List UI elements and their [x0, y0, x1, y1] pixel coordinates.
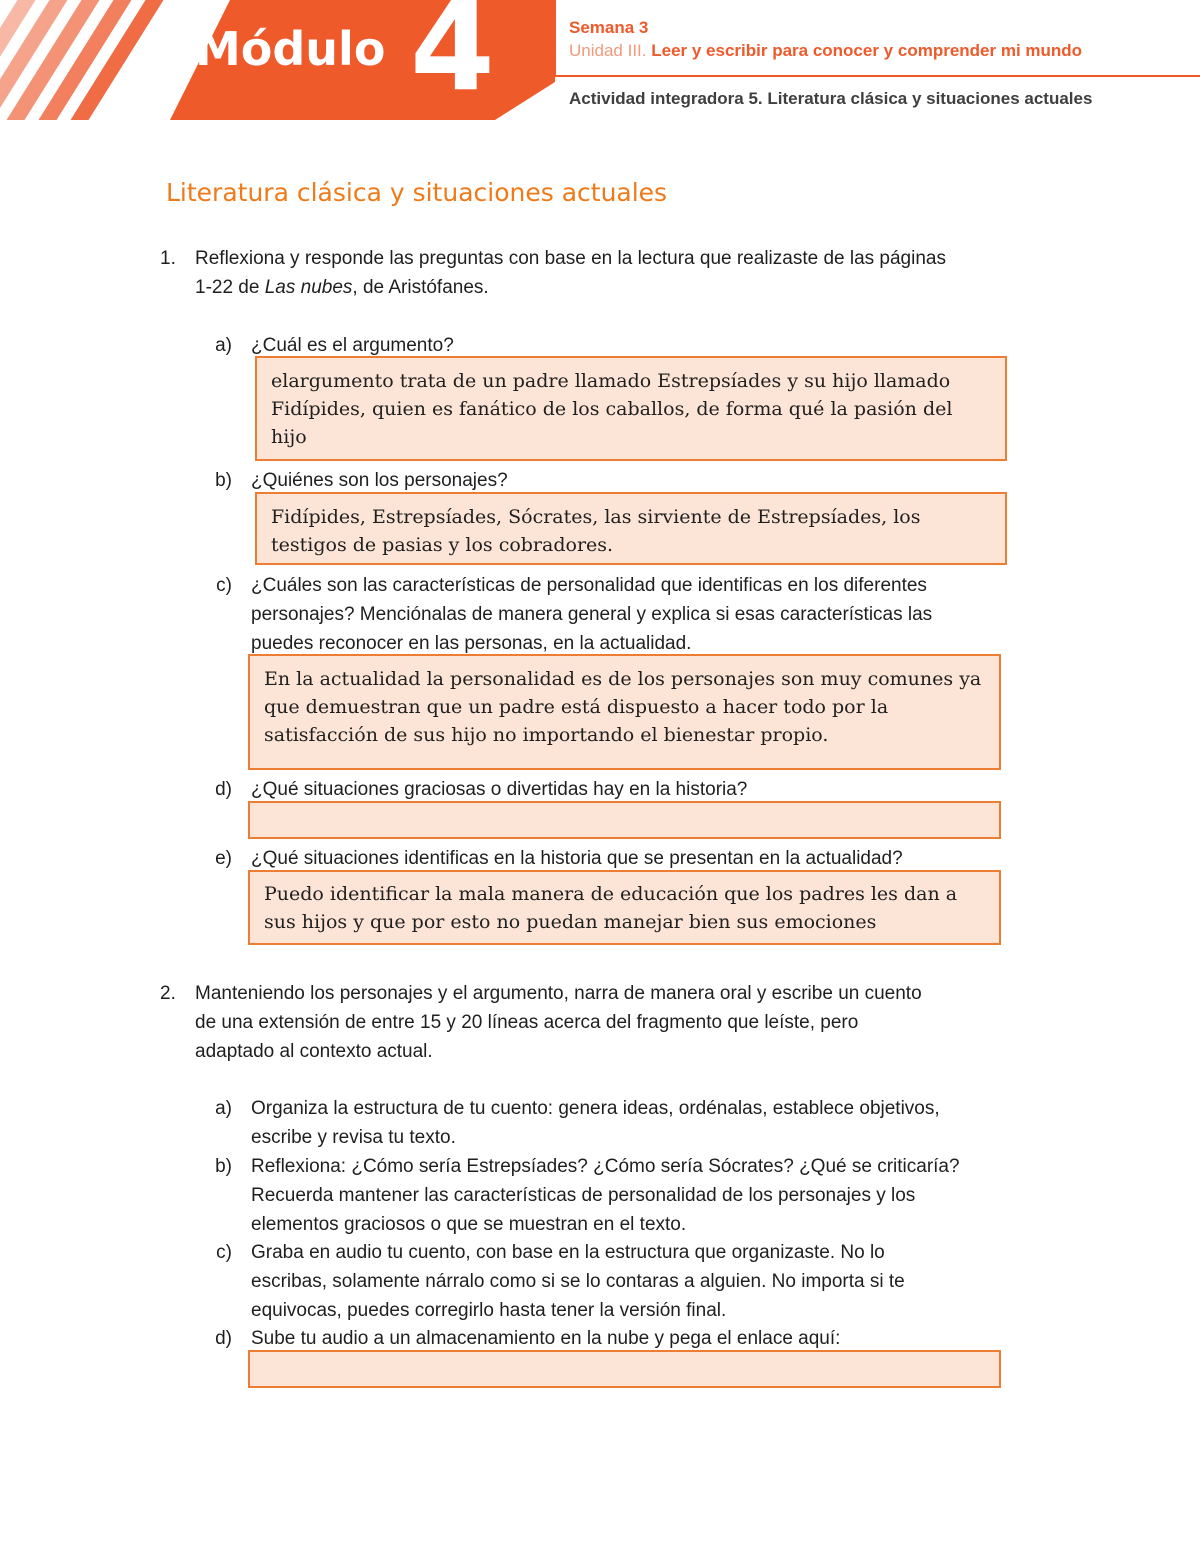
item-text: Graba en audio tu cuento, con base en la estructura que organizaste. No lo: [251, 1242, 885, 1263]
book-title: Las nubes: [264, 277, 353, 298]
header-divider-horizontal: [554, 75, 1200, 77]
section-prompt: [195, 273, 489, 302]
answer-text: Fidípides, Estrepsíades, Sócrates, las sirviente de Estrepsíades, los testigos de pasias y los cobradores.: [271, 506, 921, 556]
question-text: ¿Qué situaciones graciosas o divertidas hay en la historia?: [251, 779, 748, 800]
answer-text: En la actualidad la personalidad es de los personajes son muy comunes ya que demuestran que un padre está dispuesto a hacer todo por la satisfacción de sus hijo no importando el bienestar propio.: [264, 668, 982, 746]
item-text: escribe y revisa tu texto.: [251, 1127, 456, 1148]
decorative-stripes: [0, 0, 200, 120]
question-text: ¿Qué situaciones identificas en la historia que se presentan en la actualidad?: [251, 848, 903, 869]
section-prompt: Reflexiona y responde las preguntas con base en la lectura que realizaste de las páginas: [195, 248, 946, 269]
unit-label: Unidad III.: [569, 41, 647, 60]
section-prompt: adaptado al contexto actual.: [195, 1041, 433, 1062]
page-header: [0, 0, 1200, 125]
answer-text: elargumento trata de un padre llamado Estrepsíades y su hijo llamado Fidípides, quien es fanático de los caballos, de forma qué la pasión del hijo: [271, 370, 953, 448]
section-prompt: de una extensión de entre 15 y 20 líneas acerca del fragmento que leíste, pero: [195, 1012, 859, 1033]
prompt-text: , de Aristófanes.: [352, 277, 489, 298]
answer-text: Puedo identificar la mala manera de educación que los padres les dan a sus hijos y que por esto no puedan manejar bien sus emociones: [264, 883, 958, 933]
question-text: ¿Cuál es el argumento?: [251, 335, 454, 356]
question-letter: e): [215, 848, 232, 869]
question-text: ¿Cuáles son las características de personalidad que identificas en los diferentes: [251, 575, 927, 596]
item-letter: d): [215, 1328, 232, 1349]
question-text: puedes reconocer en las personas, en la actualidad.: [251, 633, 692, 654]
module-word: Módulo: [195, 22, 386, 76]
unit-line: [569, 41, 1082, 61]
activity-title: Actividad integradora 5. Literatura clásica y situaciones actuales: [569, 89, 1093, 108]
header-divider-vertical: [554, 0, 556, 75]
prompt-text: 1-22 de: [195, 277, 265, 298]
item-text: equivocas, puedes corregirlo hasta tener la versión final.: [251, 1300, 727, 1321]
question-letter: c): [216, 575, 232, 596]
answer-box[interactable]: [255, 356, 1007, 461]
question-letter: b): [215, 470, 232, 491]
item-letter: c): [216, 1242, 232, 1263]
item-text: Organiza la estructura de tu cuento: genera ideas, ordénalas, establece objetivos,: [251, 1098, 940, 1119]
answer-box[interactable]: [248, 654, 1001, 770]
unit-title: Leer y escribir para conocer y comprender mi mundo: [651, 41, 1083, 60]
section-prompt: Manteniendo los personajes y el argumento, narra de manera oral y escribe un cuento: [195, 983, 922, 1004]
item-letter: a): [215, 1098, 232, 1119]
section-number: 1.: [160, 248, 176, 269]
item-text: escribas, solamente nárralo como si se lo contaras a alguien. No importa si te: [251, 1271, 905, 1292]
question-text: personajes? Menciónalas de manera general y explica si esas características las: [251, 604, 933, 625]
document-title: Literatura clásica y situaciones actuales: [166, 178, 668, 207]
module-number: 4: [410, 0, 495, 118]
week-label: Semana 3: [569, 18, 649, 37]
item-text: Recuerda mantener las características de personalidad de los personajes y los: [251, 1185, 916, 1206]
answer-box[interactable]: [255, 492, 1007, 565]
item-text: Sube tu audio a un almacenamiento en la nube y pega el enlace aquí:: [251, 1328, 841, 1349]
item-text: Reflexiona: ¿Cómo sería Estrepsíades? ¿Cómo sería Sócrates? ¿Qué se criticaría?: [251, 1156, 960, 1177]
item-text: elementos graciosos o que se muestran en el texto.: [251, 1214, 687, 1235]
item-letter: b): [215, 1156, 232, 1177]
question-letter: d): [215, 779, 232, 800]
answer-box[interactable]: [248, 870, 1001, 945]
question-text: ¿Quiénes son los personajes?: [251, 470, 508, 491]
audio-link-input[interactable]: [248, 1350, 1001, 1388]
question-letter: a): [215, 335, 232, 356]
answer-box-empty[interactable]: [248, 801, 1001, 839]
section-number: 2.: [160, 983, 176, 1004]
